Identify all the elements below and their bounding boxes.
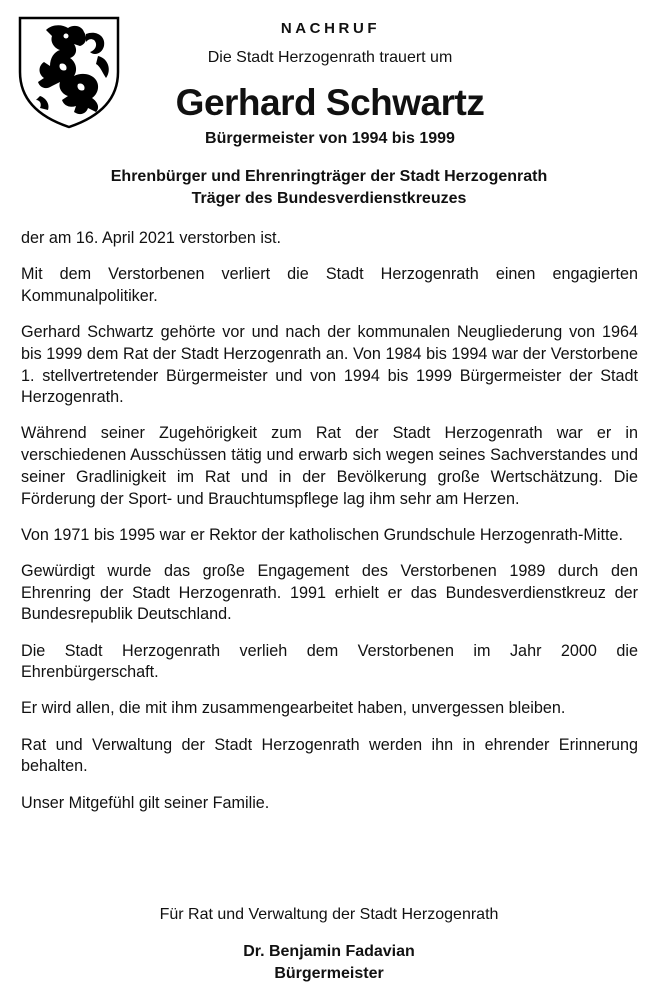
deceased-name: Gerhard Schwartz <box>175 82 485 123</box>
heraldic-lion-icon <box>16 14 122 130</box>
signer-title: Bürgermeister <box>274 965 384 982</box>
deceased-office: Bürgermeister von 1994 bis 1999 <box>205 130 455 147</box>
body-paragraph: Gewürdigt wurde das große Engagement des Verstorbenen 1989 durch den Ehrenring der Stadt Herzogenrath. 1991 erhielt er das Bundesverdienstkreuz der Bundesrepublik Deutschland. <box>21 561 638 624</box>
body-paragraph: Gerhard Schwartz gehörte vor und nach der kommunalen Neugliederung von 1964 bis 1999 dem Rat der Stadt Herzogenrath an. Von 1984 bis 1994 war der Verstorbene 1. stellvertretender Bürgermeister und von 1994 bis 1999 Bürgermeister der Stadt Herzogenrath. <box>21 323 638 407</box>
on-behalf-line: Für Rat und Verwaltung der Stadt Herzogenrath <box>159 906 499 923</box>
body-paragraph: Mit dem Verstorbenen verliert die Stadt Herzogenrath einen engagierten Kommunalpolitiker. <box>21 265 638 305</box>
honor-line-1: Ehrenbürger und Ehrenringträger der Stadt Herzogenrath <box>110 168 548 185</box>
honor-line-2: Träger des Bundesverdienstkreuzes <box>191 190 467 207</box>
body-paragraph: Er wird allen, die mit ihm zusammengearbeitet haben, unvergessen bleiben. <box>21 699 566 718</box>
notice-kicker: NACHRUF <box>280 20 381 37</box>
obituary-body <box>21 228 638 829</box>
body-paragraph: Rat und Verwaltung der Stadt Herzogenrath werden ihn in ehrender Erinnerung behalten. <box>21 735 638 776</box>
body-paragraph: Unser Mitgefühl gilt seiner Familie. <box>21 793 270 812</box>
body-paragraph: Die Stadt Herzogenrath verlieh dem Verstorbenen im Jahr 2000 die Ehrenbürgerschaft. <box>21 641 638 682</box>
body-paragraph: Während seiner Zugehörigkeit zum Rat der Stadt Herzogenrath war er in verschiedenen Ausschüssen tätig und erwarb sich wegen seines Sachverstandes und seiner Gradlinigkeit im Rat und in der Bevölkerung große Wertschätzung. Die Förderung der Sport- und Brauchtumspflege lag ihm sehr am Herzen. <box>21 424 638 508</box>
body-paragraph: Von 1971 bis 1995 war er Rektor der katholischen Grundschule Herzogenrath-Mitte. <box>21 525 623 544</box>
mourning-line: Die Stadt Herzogenrath trauert um <box>207 49 453 66</box>
signer-name: Dr. Benjamin Fadavian <box>243 943 415 960</box>
body-paragraph: der am 16. April 2021 verstorben ist. <box>21 229 282 247</box>
